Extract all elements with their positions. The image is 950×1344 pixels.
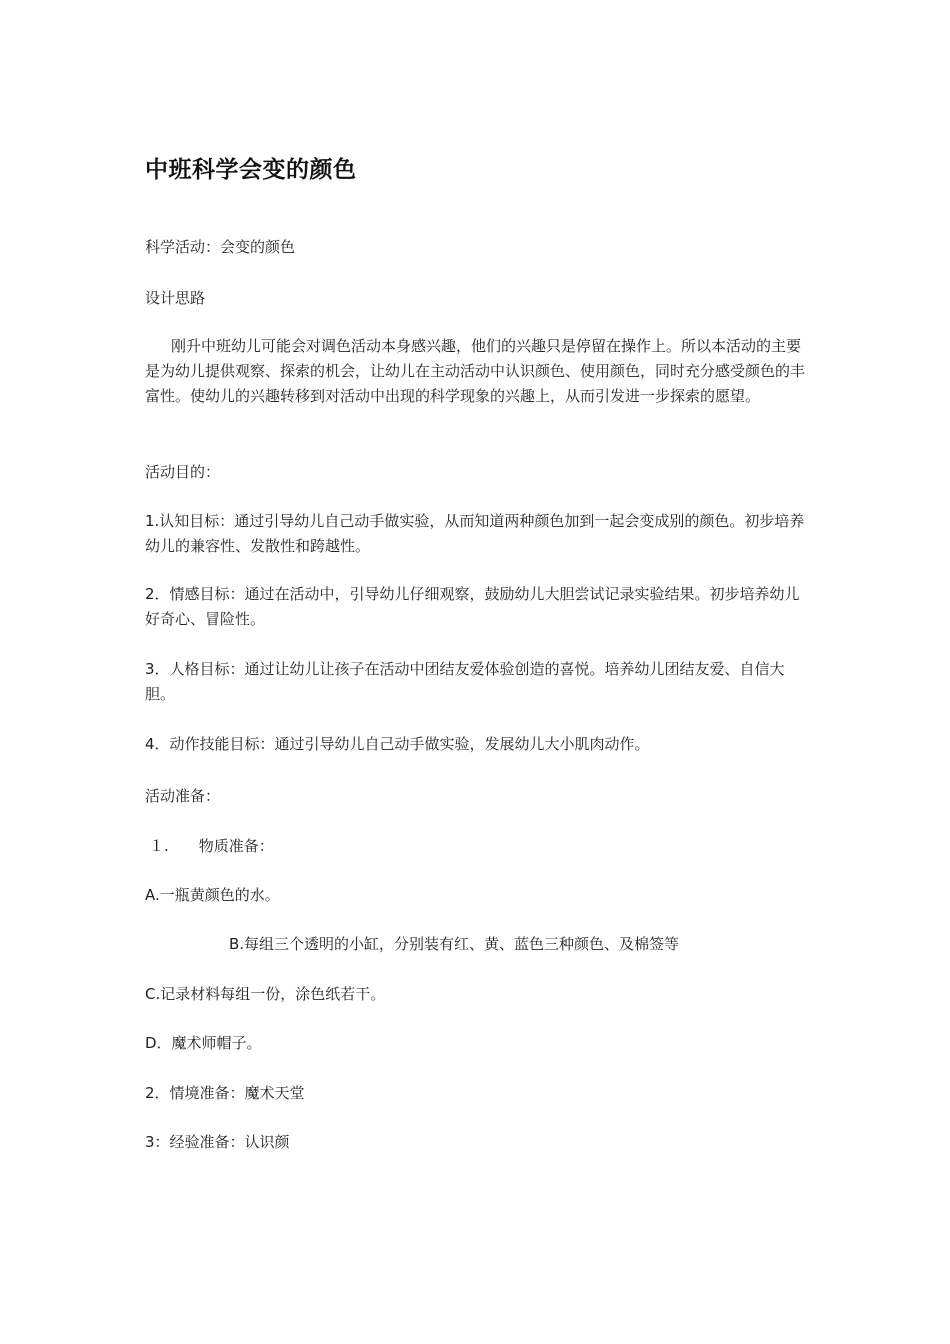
- prep-item-a: A.一瓶黄颜色的水。: [145, 886, 280, 904]
- prep-material-number: １.: [149, 837, 169, 855]
- goals-heading: 活动目的：: [145, 463, 221, 481]
- goal-personality: 3．人格目标：通过让幼儿让孩子在活动中团结友爱体验创造的喜悦。培养幼儿团结友爱、自信大胆。: [145, 660, 785, 703]
- preparation-heading: 活动准备：: [145, 787, 221, 805]
- prep-situation: 2．情境准备：魔术天堂: [145, 1084, 305, 1102]
- page-title: 中班科学会变的颜色: [145, 157, 357, 183]
- design-heading: 设计思路: [145, 289, 206, 307]
- prep-material-label: 物质准备：: [198, 837, 274, 855]
- prep-material-item: [149, 834, 819, 858]
- goal-cognitive: 1.认知目标：通过引导幼儿自己动手做实验，从而知道两种颜色加到一起会变成别的颜色。初步培养幼儿的兼容性、发散性和跨越性。: [145, 512, 805, 555]
- prep-item-c: C.记录材料每组一份，涂色纸若干。: [145, 985, 386, 1003]
- prep-item-d: D．魔术师帽子。: [145, 1034, 262, 1052]
- design-paragraph: 刚升中班幼儿可能会对调色活动本身感兴趣，他们的兴趣只是停留在操作上。所以本活动的主要是为幼儿提供观察、探索的机会，让幼儿在主动活动中认识颜色、使用颜色，同时充分感受颜色的丰富性。使幼儿的兴趣转移到对活动中出现的科学现象的兴趣上，从而引发进一步探索的愿望。: [145, 337, 806, 405]
- prep-experience: 3：经验准备：认识颜: [145, 1133, 290, 1151]
- prep-item-b: B.每组三个透明的小缸，分别装有红、黄、蓝色三种颜色、及棉签等: [229, 935, 680, 953]
- activity-name: 科学活动：会变的颜色: [145, 238, 296, 256]
- goal-motor-skills: 4．动作技能目标：通过引导幼儿自己动手做实验，发展幼儿大小肌肉动作。: [145, 735, 650, 753]
- goal-emotional: 2．情感目标：通过在活动中，引导幼儿仔细观察，鼓励幼儿大胆尝试记录实验结果。初步培养幼儿好奇心、冒险性。: [145, 585, 800, 628]
